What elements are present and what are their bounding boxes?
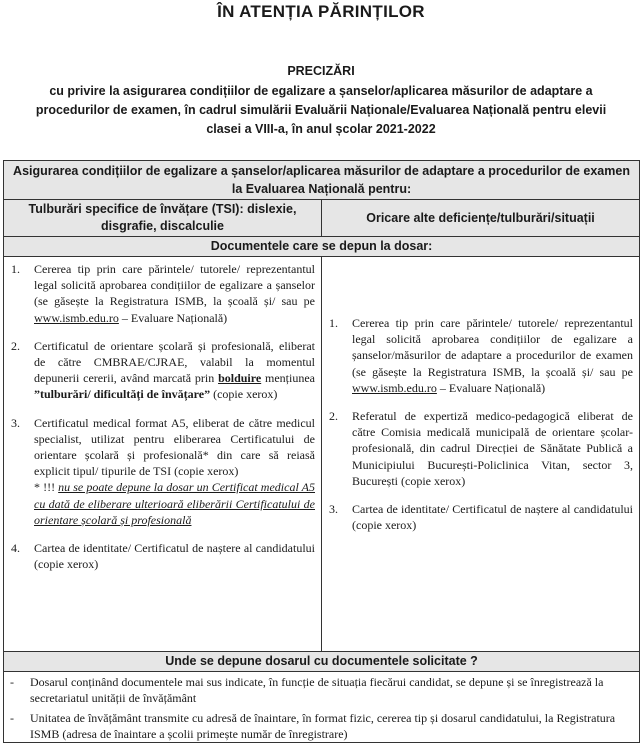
list-item: 2. Referatul de expertiză medico-pedagogică eliberat de către Comisia medicală municipală de orientare școlar-profesională, din cadrul Direcției de Sănătate Publică a Municipiului București-Policlinica Vitan, sector 3, București (copie xerox) [329, 409, 634, 488]
list-item: 3. Certificatul medical format A5, eliberat de către medicul specialist, utilizat pentru eliberarea Certificatului de orientare școlară și profesională* din care să reiasă explicit tipul/ tipurile de TSI (copie xerox) * !!! nu se poate depune la dosar un Certificat medical A5 cu dată de eliberare ulterioară eliberării Certificatului de orientare școlară și profesională [11, 415, 315, 527]
precizari-heading: PRECIZĂRI [287, 64, 355, 78]
document-subtitle: cu privire la asigurarea condițiilor de egalizare a șanselor/aplicarea măsurilor de adaptare a procedurilor de examen, în cadrul simulării Evaluării Naționale/Evaluarea Națională pentru elevii clasei a VIII-a, în anul școlar 2021-2022 [35, 84, 607, 136]
left-column [4, 257, 322, 652]
right-column [322, 257, 640, 652]
list-item: 1. Cererea tip prin care părintele/ tutorele/ reprezentantul legal solicită aprobarea condițiilor de egalizare a șanselor/măsurilor de adaptare a procedurilor de examen (se găsește la Registratura ISMB, la școală și/ sau pe www.ismb.edu.ro – Evaluare Națională) [329, 316, 634, 395]
column-title-other: Oricare alte deficiențe/tulburări/situații [322, 200, 640, 237]
list-item: 1. Cererea tip prin care părintele/ tutorele/ reprezentantul legal solicită aprobarea condițiilor de egalizare a șanselor (se găsește la Registratura ISMB, la școală și/ sau pe www.ismb.edu.ro – Evaluare Națională) [11, 262, 315, 325]
table-heading: Asigurarea condițiilor de egalizare a șanselor/aplicarea măsurilor de adaptare a procedurilor de examen la Evaluarea Națională pentru: [4, 161, 640, 200]
list-item: - Dosarul conținând documentele mai sus indicate, în funcție de situația fiecărui candidat, se depune și se înregistrează la secretariatul unității de învățământ [10, 675, 604, 705]
ismb-link[interactable]: www.ismb.edu.ro [34, 310, 119, 325]
document-title: ÎN ATENȚIA PĂRINȚILOR [217, 2, 425, 21]
where-list [4, 672, 640, 743]
certificate-note: nu se poate depune la dosar un Certificat medical A5 cu dată de eliberare ulterioară eliberării Certificatului de orientare școlară și profesională [34, 480, 315, 527]
documents-heading: Documentele care se depun la dosar: [4, 237, 640, 257]
list-item: 2. Certificatul de orientare școlară și profesională, eliberat de către CMBRAE/CJRAE, valabil la momentul depunerii cererii, având marcată prin bolduire mențiunea ”tulburări/ dificultăți de învățare” (copie xerox) [11, 338, 315, 402]
where-heading: Unde se depune dosarul cu documentele solicitate ? [4, 652, 640, 672]
list-item: - Unitatea de învățământ transmite cu adresă de înaintare, în format fizic, cererea tip și dosarul candidatului, la Registratura ISMB (adresa de înaintare a școlii primește număr de înregistrare) [10, 711, 616, 741]
list-item: 4. Cartea de identitate/ Certificatul de naștere al candidatului (copie xerox) [11, 541, 315, 572]
requirements-table [3, 160, 640, 743]
column-title-tsi: Tulburări specifice de învățare (TSI): dislexie, disgrafie, discalculie [4, 200, 322, 237]
ismb-link[interactable]: www.ismb.edu.ro [352, 380, 437, 395]
list-item: 3. Cartea de identitate/ Certificatul de naștere al candidatului (copie xerox) [329, 502, 634, 533]
